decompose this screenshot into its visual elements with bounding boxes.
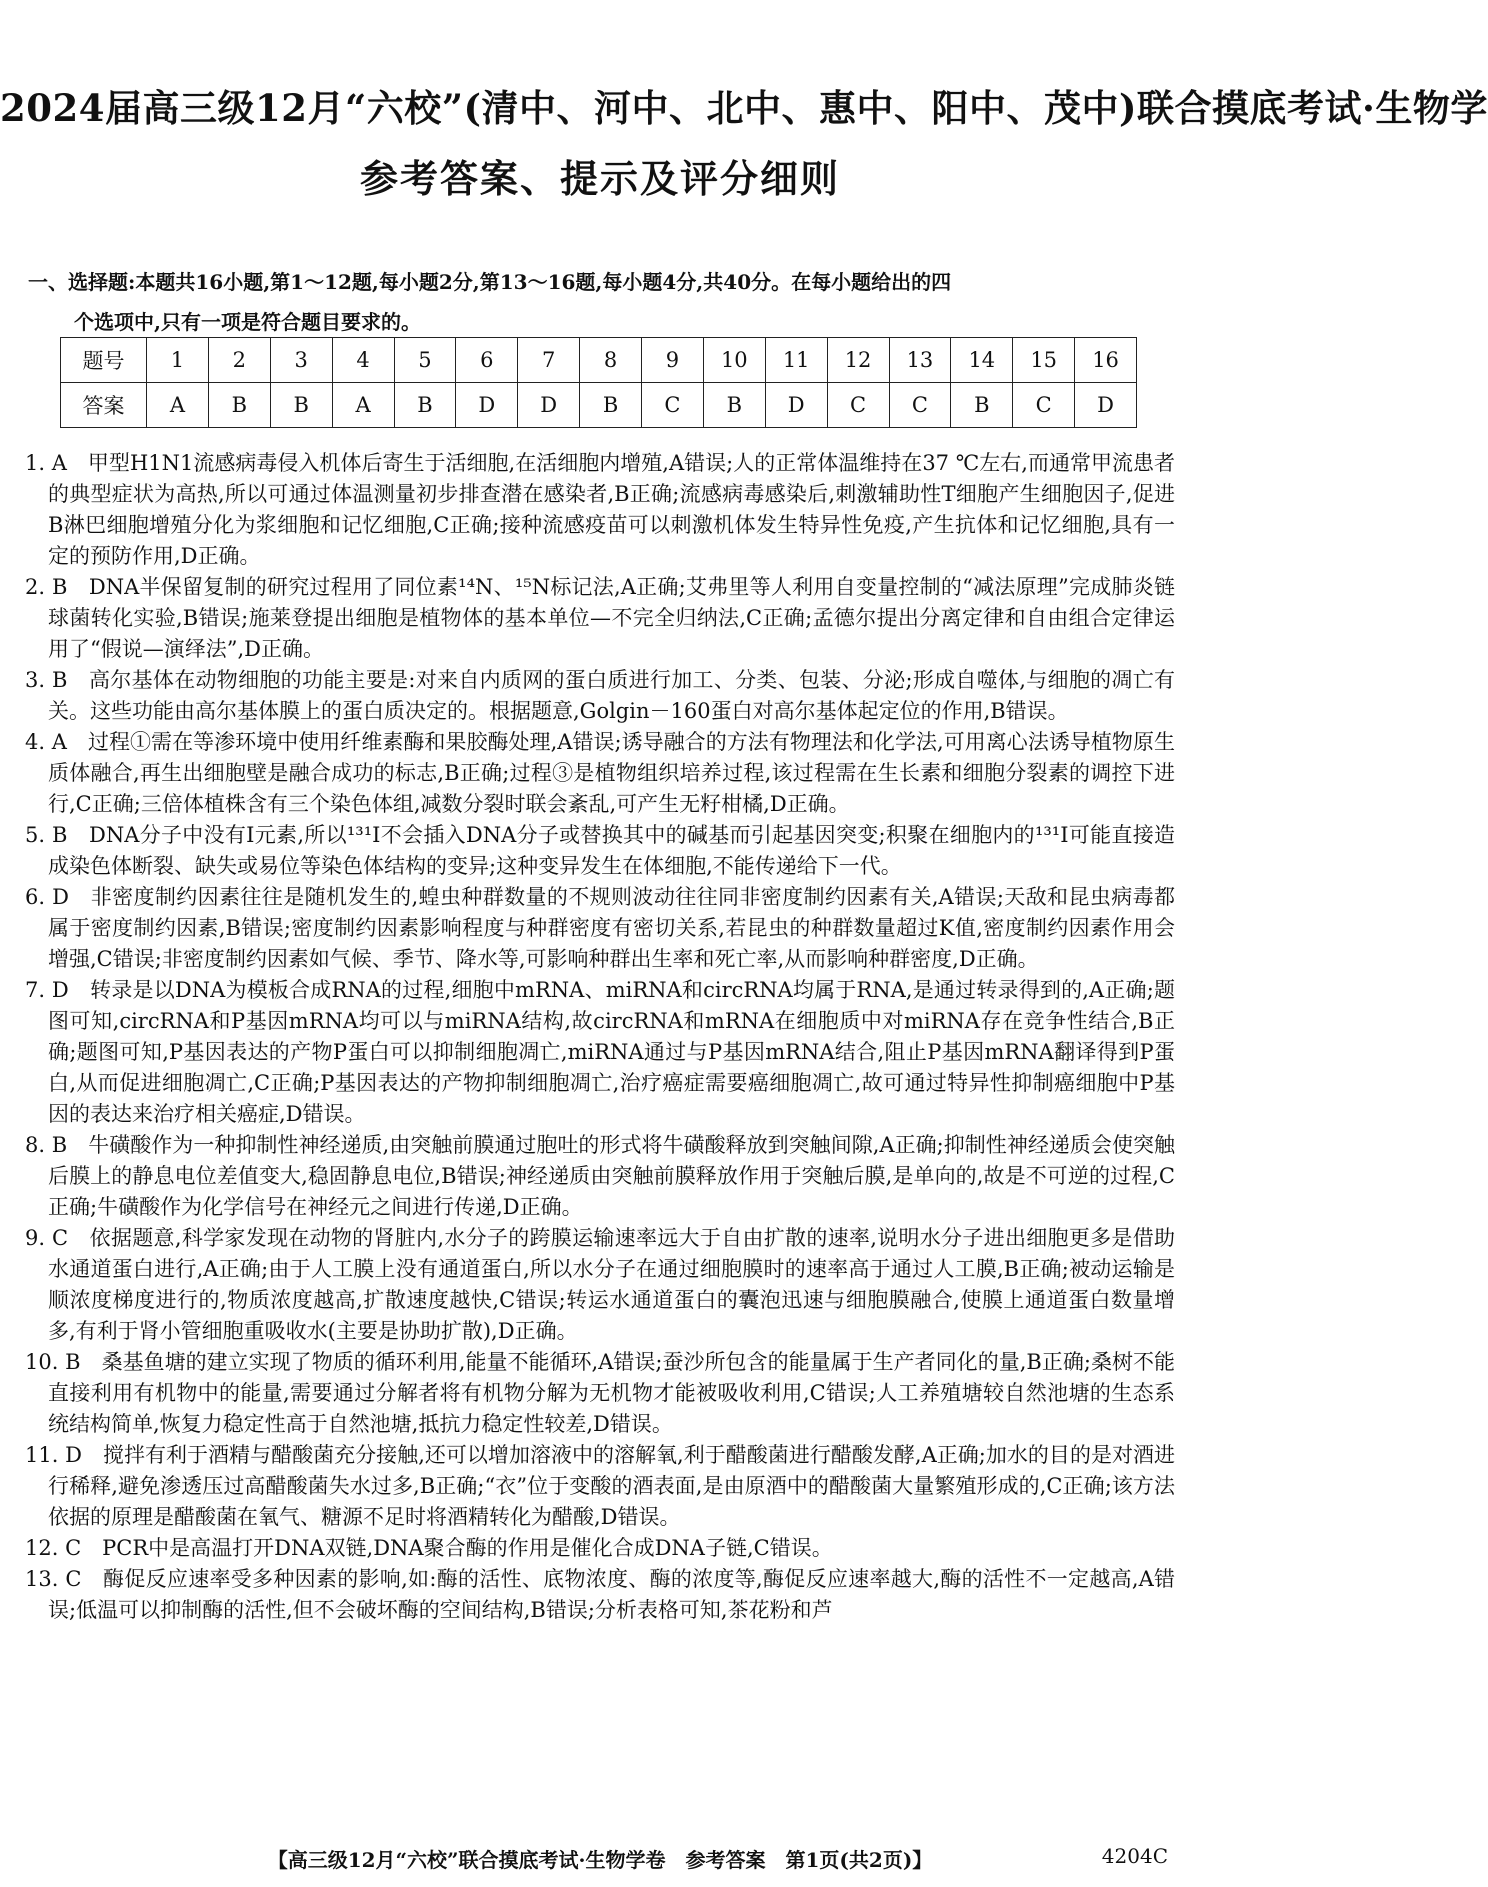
explanation-number: 8. B	[25, 1133, 68, 1157]
section-heading	[28, 262, 1178, 342]
explanation-text: 搅拌有利于酒精与醋酸菌充分接触,还可以增加溶液中的溶解氧,利于醋酸菌进行醋酸发酵,A正确;加水的目的是对酒进行稀释,避免渗透压过高醋酸菌失水过多,B正确;“衣”位于变酸的酒表面,是由原酒中的醋酸菌大量繁殖形成的,C正确;该方法依据的原理是醋酸菌在氧气、糖源不足时将酒精转化为醋酸,D错误。	[48, 1443, 1175, 1529]
answer-cell: D	[518, 383, 580, 428]
explanation-number: 11. D	[25, 1443, 82, 1467]
question-number-cell: 14	[951, 338, 1013, 383]
explanation-number: 12. C	[25, 1536, 82, 1560]
explanation-item	[25, 1564, 1175, 1626]
explanations-list	[25, 448, 1175, 1626]
question-number-cell: 9	[642, 338, 704, 383]
question-number-cell: 12	[827, 338, 889, 383]
explanation-number: 4. A	[25, 730, 67, 754]
question-number-cell: 13	[889, 338, 951, 383]
explanation-item	[25, 1130, 1175, 1223]
explanation-text: 高尔基体在动物细胞的功能主要是:对来自内质网的蛋白质进行加工、分类、包装、分泌;形成自噬体,与细胞的凋亡有关。这些功能由高尔基体膜上的蛋白质决定的。根据题意,Golgin－160蛋白对高尔基体起定位的作用,B错误。	[48, 668, 1175, 723]
answer-cell: B	[270, 383, 332, 428]
answer-cell: C	[889, 383, 951, 428]
page-title: 2024届高三级12月“六校”(清中、河中、北中、惠中、阳中、茂中)联合摸底考试·生物学	[0, 86, 1488, 130]
explanation-text: 桑基鱼塘的建立实现了物质的循环利用,能量不能循环,A错误;蚕沙所包含的能量属于生产者同化的量,B正确;桑树不能直接利用有机物中的能量,需要通过分解者将有机物分解为无机物才能被吸收利用,C错误;人工养殖塘较自然池塘的生态系统结构简单,恢复力稳定性高于自然池塘,抵抗力稳定性较差,D错误。	[48, 1350, 1175, 1436]
question-number-cell: 8	[580, 338, 642, 383]
question-number-cell: 7	[518, 338, 580, 383]
footer-paper-code: 4204C	[1101, 1844, 1168, 1868]
answer-cell: B	[580, 383, 642, 428]
row-header-question-number: 题号	[61, 338, 147, 383]
explanation-item	[25, 882, 1175, 975]
answer-cell: D	[1075, 383, 1137, 428]
answer-cell: C	[827, 383, 889, 428]
explanation-text: 酶促反应速率受多种因素的影响,如:酶的活性、底物浓度、酶的浓度等,酶促反应速率越大,酶的活性不一定越高,A错误;低温可以抑制酶的活性,但不会破坏酶的空间结构,B错误;分析表格可知,茶花粉和芦	[48, 1567, 1176, 1622]
answer-table	[60, 337, 1137, 428]
explanation-text: PCR中是高温打开DNA双链,DNA聚合酶的作用是催化合成DNA子链,C错误。	[102, 1536, 833, 1560]
answer-cell: B	[208, 383, 270, 428]
explanation-text: 依据题意,科学家发现在动物的肾脏内,水分子的跨膜运输速率远大于自由扩散的速率,说明水分子进出细胞更多是借助水通道蛋白进行,A正确;由于人工膜上没有通道蛋白,所以水分子在通过细胞膜时的速率高于通过人工膜,B正确;被动运输是顺浓度梯度进行的,物质浓度越高,扩散速度越快,C错误;转运水通道蛋白的囊泡迅速与细胞膜融合,使膜上通道蛋白数量增多,有利于肾小管细胞重吸收水(主要是协助扩散),D正确。	[48, 1226, 1175, 1343]
explanation-number: 10. B	[25, 1350, 81, 1374]
explanation-text: DNA半保留复制的研究过程用了同位素¹⁴N、¹⁵N标记法,A正确;艾弗里等人利用自变量控制的“减法原理”完成肺炎链球菌转化实验,B错误;施莱登提出细胞是植物体的基本单位—不完全归纳法,C正确;孟德尔提出分离定律和自由组合定律运用了“假说—演绎法”,D正确。	[48, 575, 1176, 661]
explanation-text: 甲型H1N1流感病毒侵入机体后寄生于活细胞,在活细胞内增殖,A错误;人的正常体温维持在37 ℃左右,而通常甲流患者的典型症状为高热,所以可通过体温测量初步排查潜在感染者,B正确;流感病毒感染后,刺激辅助性T细胞产生细胞因子,促进B淋巴细胞增殖分化为浆细胞和记忆细胞,C正确;接种流感疫苗可以刺激机体发生特异性免疫,产生抗体和记忆细胞,具有一定的预防作用,D正确。	[48, 451, 1175, 568]
question-number-cell: 3	[270, 338, 332, 383]
explanation-text: 牛磺酸作为一种抑制性神经递质,由突触前膜通过胞吐的形式将牛磺酸释放到突触间隙,A正确;抑制性神经递质会使突触后膜上的静息电位差值变大,稳固静息电位,B错误;神经递质由突触前膜释放作用于突触后膜,是单向的,故是不可逆的过程,C正确;牛磺酸作为化学信号在神经元之间进行传递,D正确。	[48, 1133, 1175, 1219]
explanation-item	[25, 1533, 1175, 1564]
explanation-item	[25, 1440, 1175, 1533]
explanation-number: 1. A	[25, 451, 67, 475]
question-number-cell: 1	[147, 338, 209, 383]
explanation-item	[25, 572, 1175, 665]
explanation-number: 3. B	[25, 668, 68, 692]
explanation-number: 2. B	[25, 575, 68, 599]
explanation-item	[25, 820, 1175, 882]
row-header-answer: 答案	[61, 383, 147, 428]
question-number-cell: 15	[1013, 338, 1075, 383]
footer-page-info: 【高三级12月“六校”联合摸底考试·生物学卷 参考答案 第1页(共2页)】	[267, 1848, 933, 1872]
section-heading-line2: 个选项中,只有一项是符合题目要求的。	[74, 310, 421, 334]
explanation-item	[25, 1223, 1175, 1347]
explanation-item	[25, 975, 1175, 1130]
page-subtitle: 参考答案、提示及评分细则	[359, 156, 840, 201]
explanation-number: 9. C	[25, 1226, 69, 1250]
explanation-item	[25, 665, 1175, 727]
explanation-item	[25, 727, 1175, 820]
explanation-number: 13. C	[25, 1567, 82, 1591]
answer-cell: B	[951, 383, 1013, 428]
explanation-text: DNA分子中没有I元素,所以¹³¹I不会插入DNA分子或替换其中的碱基而引起基因突变;积聚在细胞内的¹³¹I可能直接造成染色体断裂、缺失或易位等染色体结构的变异;这种变异发生在体细胞,不能传递给下一代。	[48, 823, 1175, 878]
explanation-number: 7. D	[25, 978, 69, 1002]
question-number-cell: 10	[703, 338, 765, 383]
answer-cell: D	[456, 383, 518, 428]
explanation-text: 非密度制约因素往往是随机发生的,蝗虫种群数量的不规则波动往往同非密度制约因素有关,A错误;天敌和昆虫病毒都属于密度制约因素,B错误;密度制约因素影响程度与种群密度有密切关系,若昆虫的种群数量超过K值,密度制约因素作用会增强,C错误;非密度制约因素如气候、季节、降水等,可影响种群出生率和死亡率,从而影响种群密度,D正确。	[48, 885, 1175, 971]
question-number-cell: 16	[1075, 338, 1137, 383]
answer-cell: C	[642, 383, 704, 428]
answer-cell: B	[703, 383, 765, 428]
explanation-number: 6. D	[25, 885, 69, 909]
explanation-number: 5. B	[25, 823, 68, 847]
answer-row	[61, 383, 1137, 428]
question-number-cell: 6	[456, 338, 518, 383]
answer-cell: D	[765, 383, 827, 428]
answer-cell: A	[332, 383, 394, 428]
section-heading-line1: 一、选择题:本题共16小题,第1～12题,每小题2分,第13～16题,每小题4分,共40分。在每小题给出的四	[28, 270, 952, 294]
explanation-item	[25, 1347, 1175, 1440]
explanation-text: 过程①需在等渗环境中使用纤维素酶和果胶酶处理,A错误;诱导融合的方法有物理法和化学法,可用离心法诱导植物原生质体融合,再生出细胞壁是融合成功的标志,B正确;过程③是植物组织培养过程,该过程需在生长素和细胞分裂素的调控下进行,C正确;三倍体植株含有三个染色体组,减数分裂时联会紊乱,可产生无籽柑橘,D正确。	[48, 730, 1175, 816]
question-number-cell: 11	[765, 338, 827, 383]
question-number-cell: 4	[332, 338, 394, 383]
question-number-row	[61, 338, 1137, 383]
explanation-text: 转录是以DNA为模板合成RNA的过程,细胞中mRNA、miRNA和circRNA均属于RNA,是通过转录得到的,A正确;题图可知,circRNA和P基因mRNA均可以与miRNA结构,故circRNA和mRNA在细胞质中对miRNA存在竞争性结合,B正确;题图可知,P基因表达的产物P蛋白可以抑制细胞凋亡,miRNA通过与P基因mRNA结合,阻止P基因mRNA翻译得到P蛋白,从而促进细胞凋亡,C正确;P基因表达的产物抑制细胞凋亡,治疗癌症需要癌细胞凋亡,故可通过特异性抑制癌细胞中P基因的表达来治疗相关癌症,D错误。	[48, 978, 1175, 1126]
question-number-cell: 5	[394, 338, 456, 383]
answer-cell: A	[147, 383, 209, 428]
answer-cell: C	[1013, 383, 1075, 428]
answer-cell: B	[394, 383, 456, 428]
explanation-item	[25, 448, 1175, 572]
question-number-cell: 2	[208, 338, 270, 383]
